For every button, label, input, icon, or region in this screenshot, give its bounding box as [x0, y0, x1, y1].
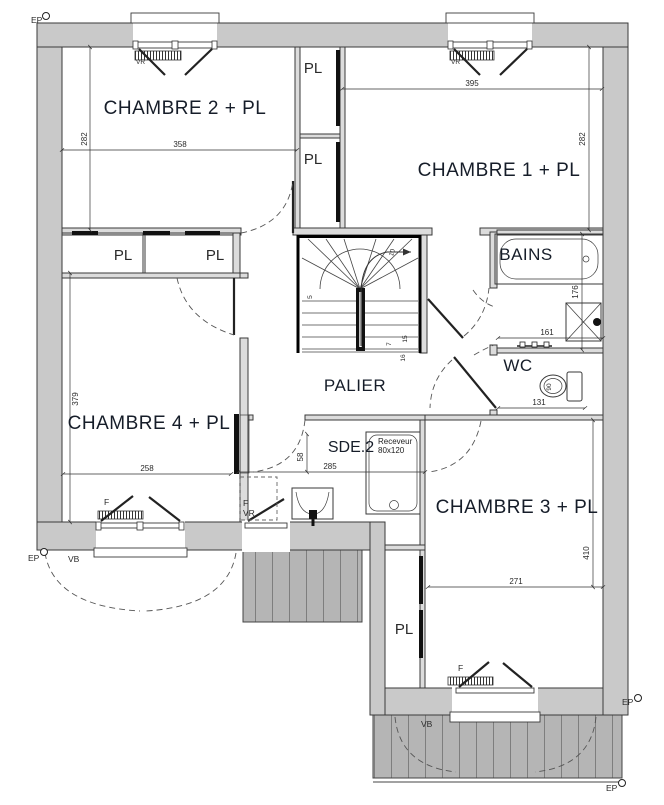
stair-step-16: 16 — [400, 354, 407, 362]
room-label-chambre3: CHAMBRE 3 + PL — [435, 497, 599, 518]
room-label-wc: WC — [503, 356, 533, 375]
dim-chambre3-height: 410 — [582, 546, 591, 560]
toilet — [540, 372, 582, 401]
shutter-label: VR — [243, 508, 255, 518]
room-label-palier: PALIER — [323, 376, 387, 395]
dim-chambre2-height: 282 — [80, 132, 89, 146]
dim-chambre3-width: 271 — [509, 577, 523, 586]
shutter-label: VR — [136, 59, 146, 66]
window-label: F — [243, 498, 249, 508]
room-label-sde2: SDE.2 — [327, 439, 375, 456]
staircase — [297, 235, 421, 362]
stair-step-5: 5 — [307, 295, 314, 299]
towel-radiator — [517, 342, 552, 347]
dim-chambre4-height: 379 — [71, 392, 80, 406]
window-label: F — [104, 497, 110, 507]
dim-sde2-width: 285 — [323, 462, 337, 471]
closet-label: PL — [303, 151, 323, 168]
dim-wc-inner-width: 131 — [532, 398, 546, 407]
ep-markers — [28, 13, 642, 794]
ep-label: EP — [28, 553, 40, 563]
ep-label: EP — [606, 783, 618, 793]
dim-chambre1-width: 395 — [465, 79, 479, 88]
shower-tray-size: 80x120 — [378, 446, 405, 455]
dim-sde2-gap: 58 — [296, 452, 305, 462]
shower-tray-name: Receveur — [378, 437, 413, 446]
closet-label: PL — [205, 247, 225, 264]
shutter-label: VR — [451, 59, 461, 66]
stair-step-7: 7 — [386, 342, 393, 346]
dim-chambre2-width: 358 — [173, 140, 187, 149]
closet-label: PL — [113, 247, 133, 264]
toilet-dim: 90 — [546, 383, 553, 391]
sde2-washbasin — [292, 488, 333, 526]
ep-label: EP — [622, 697, 634, 707]
closet-label: PL — [394, 621, 414, 638]
balcony-west — [243, 550, 362, 622]
bathroom-sink — [566, 303, 601, 341]
room-label-chambre2: CHAMBRE 2 + PL — [103, 98, 267, 119]
dim-chambre1-height: 282 — [578, 132, 587, 146]
window-chambre1 — [446, 13, 534, 75]
room-label-chambre1: CHAMBRE 1 + PL — [417, 160, 581, 181]
window-label: F — [458, 663, 464, 673]
shutter-label: VB — [421, 719, 433, 729]
room-label-chambre4: CHAMBRE 4 + PL — [67, 413, 231, 434]
window-sde2 — [242, 498, 290, 552]
dim-bains-height: 176 — [571, 285, 580, 299]
window-chambre2 — [131, 13, 219, 75]
dim-wc-width: 161 — [540, 328, 554, 337]
dim-chambre4-width: 258 — [140, 464, 154, 473]
stair-step-10: 10 — [388, 248, 397, 258]
closet-label: PL — [303, 60, 323, 77]
ep-label: EP — [31, 15, 43, 25]
stair-step-15: 15 — [402, 335, 409, 343]
shutter-label: VB — [68, 554, 80, 564]
room-label-bains: BAINS — [499, 245, 553, 264]
